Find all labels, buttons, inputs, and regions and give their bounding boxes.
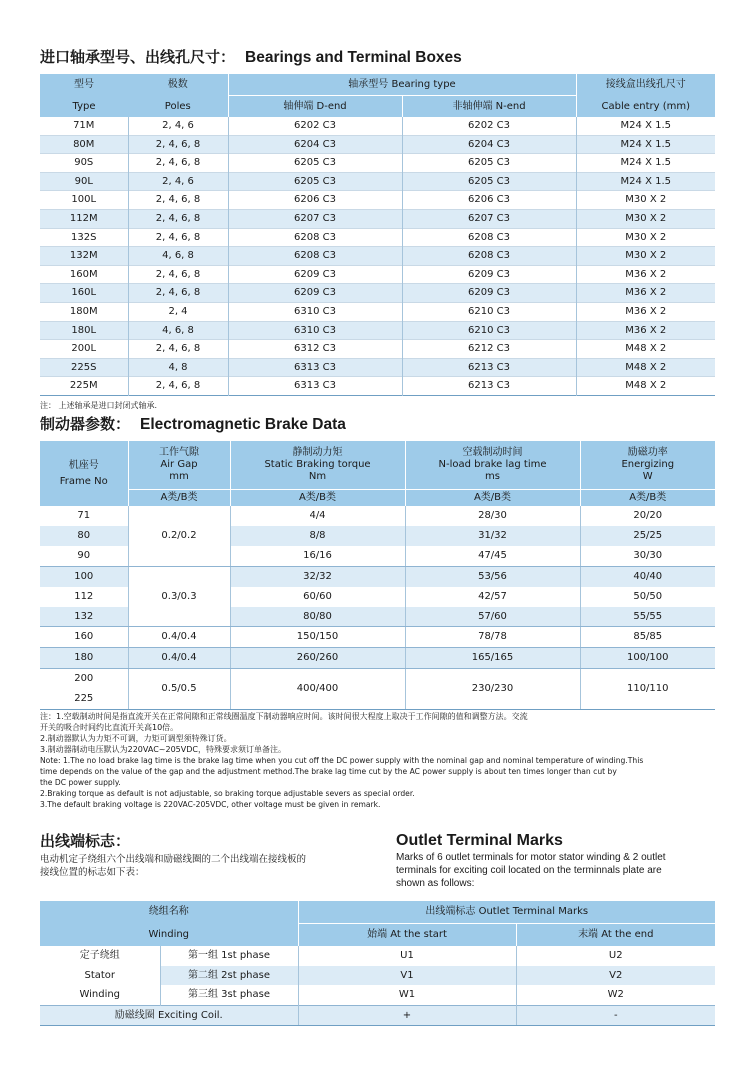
cell-poles: 2, 4, 6: [128, 117, 228, 135]
outlet-title-cn: 出线端标志：: [40, 832, 131, 850]
cell-power: 40/40: [580, 566, 715, 586]
cell-stator-label: Winding: [79, 989, 121, 1001]
cell-cable: M30 X 2: [576, 228, 715, 247]
cell-phase: 第一组 1st phase: [160, 946, 298, 966]
table-row: [40, 321, 715, 340]
col-gap-unit: mm: [169, 471, 189, 482]
cell-type: 160M: [69, 268, 98, 280]
cell-nend: 6208 C3: [402, 247, 576, 266]
cell-poles: 2, 4, 6, 8: [128, 154, 228, 173]
cell-poles: 2, 4, 6, 8: [128, 340, 228, 359]
col-end: 末端 At the end: [516, 924, 715, 947]
cell-nend: 6205 C3: [402, 154, 576, 173]
desc-line: 接线位置的标志如下表：: [40, 867, 145, 878]
cell-lag: 57/60: [405, 607, 580, 627]
cell-nend: 6206 C3: [402, 191, 576, 210]
cell-cable: M30 X 2: [576, 247, 715, 266]
note-line: 注：1.空载制动时间是指直流开关在正常间隙和正常线圈温度下制动器响应时间。该时间很大程度上取决于工作间隙的值和调整方法。交流: [40, 712, 528, 721]
cell-stator-label: Stator: [84, 969, 116, 981]
brake-title: [40, 413, 346, 434]
col-frame: [40, 441, 128, 506]
cell-poles: 2, 4, 6, 8: [128, 377, 228, 396]
cell-nend: 6210 C3: [402, 302, 576, 321]
note-line: 2.制动器默认为力矩不可调，力矩可调型须特殊订货。: [40, 734, 232, 743]
brake-title-en: Electromagnetic Brake Data: [140, 416, 346, 433]
table-row: [40, 648, 715, 669]
bearings-title-en: Bearings and Terminal Boxes: [245, 49, 462, 66]
cell-lag: 42/57: [405, 587, 580, 607]
cell-type: 112M: [40, 209, 128, 228]
cell-lag: 78/78: [405, 627, 580, 648]
cell-frame: 112: [74, 590, 94, 602]
cell-cable: M24 X 1.5: [576, 154, 715, 173]
table-row: [40, 154, 715, 173]
outlet-desc-cn: [40, 853, 306, 879]
note-line: 3.制动器制动电压默认为220VAC~205VDC，特殊要求须订单备注。: [40, 745, 286, 754]
table-row: [40, 627, 715, 648]
cell-stator-label: 定子绕组: [79, 950, 120, 961]
table-row: [40, 340, 715, 359]
cell-nend: 6209 C3: [402, 265, 576, 284]
col-lag-cn: 空载制动时间: [462, 447, 523, 458]
cell-type: 225S: [40, 358, 128, 377]
cell-frame: 132: [40, 607, 128, 627]
cell-frame: 100: [40, 566, 128, 586]
cell-gap: 0.3/0.3: [128, 566, 230, 627]
table-row: [40, 302, 715, 321]
note-line: Note: 1.The no load brake lag time is the brake lag time when you cut off the DC power supply with the nominal gap and nominal temperature of winding.This: [40, 756, 644, 765]
cell-phase: 第二组 2st phase: [160, 966, 298, 986]
table-row: [40, 117, 715, 135]
table-row: [40, 228, 715, 247]
col-torque-unit: Nm: [308, 471, 327, 482]
cell-poles: 2, 4, 6: [128, 172, 228, 191]
col-gap-cn: 工作气隙: [159, 447, 199, 458]
cell-cable: M48 X 2: [576, 377, 715, 396]
cell-type: 180M: [69, 305, 98, 317]
col-cable-en: Cable entry (mm): [576, 96, 715, 118]
cell-phase: 第三组 3st phase: [160, 985, 298, 1005]
cell-dend: 6202 C3: [228, 117, 402, 135]
cell-start: W1: [298, 985, 516, 1005]
cell-end: U2: [516, 946, 715, 966]
cell-cable: M36 X 2: [576, 265, 715, 284]
cell-torque: 260/260: [230, 648, 405, 669]
col-torque-ab: A类/B类: [230, 490, 405, 507]
cell-cable: M36 X 2: [576, 284, 715, 303]
desc-line: Marks of 6 outlet terminals for motor stator winding & 2 outlet: [396, 852, 666, 863]
col-poles-cn: 极数: [128, 74, 228, 96]
cell-frame: 90: [40, 546, 128, 566]
bearings-table: [40, 74, 715, 396]
cell-poles: 2, 4, 6, 8: [128, 135, 228, 154]
cell-cable: M30 X 2: [576, 191, 715, 210]
cell-poles: 2, 4, 6, 8: [128, 284, 228, 303]
cell-dend: 6205 C3: [228, 172, 402, 191]
col-marks: 出线端标志 Outlet Terminal Marks: [298, 901, 715, 924]
cell-type: 90S: [74, 157, 94, 169]
col-power-en: Energizing: [621, 459, 675, 470]
cell-type: 180L: [40, 321, 128, 340]
note-line: 开关的吸合时间约比直流开关高10倍。: [40, 723, 179, 732]
table-row: [40, 566, 715, 586]
cell-type: 225M: [69, 380, 98, 392]
cell-dend: 6310 C3: [228, 321, 402, 340]
cell-gap: 0.4/0.4: [128, 627, 230, 648]
cell-nend: 6213 C3: [402, 377, 576, 396]
cell-type: 132M: [40, 247, 128, 266]
cell-power: 20/20: [580, 506, 715, 526]
cell-end: V2: [516, 966, 715, 986]
cell-dend: 6204 C3: [228, 135, 402, 154]
cell-cable: M36 X 2: [576, 321, 715, 340]
cell-power: 55/55: [580, 607, 715, 627]
cell-nend: 6210 C3: [402, 321, 576, 340]
table-row: [40, 209, 715, 228]
cell-lag: 230/230: [405, 669, 580, 710]
cell-dend: 6206 C3: [228, 191, 402, 210]
cell-gap: 0.4/0.4: [128, 648, 230, 669]
bearings-title: [40, 46, 462, 67]
cell-type: 132S: [71, 231, 97, 243]
cell-cable: M24 X 1.5: [576, 172, 715, 191]
col-power: [580, 441, 715, 490]
col-frame-en: Frame No: [59, 475, 108, 487]
cell-type: 100L: [71, 194, 97, 206]
cell-cable: M24 X 1.5: [576, 117, 715, 135]
table-row: [40, 985, 715, 1005]
cell-type: 200L: [71, 343, 97, 355]
cell-poles: 4, 8: [128, 358, 228, 377]
cell-lag: 28/30: [405, 506, 580, 526]
cell-dend: 6205 C3: [228, 154, 402, 173]
cell-nend: 6209 C3: [402, 284, 576, 303]
brake-title-cn: 制动器参数：: [40, 415, 131, 433]
table-row: [40, 377, 715, 396]
cell-gap: 0.2/0.2: [128, 506, 230, 566]
cell-dend: 6312 C3: [228, 340, 402, 359]
cell-torque: 32/32: [230, 566, 405, 586]
cell-power: 50/50: [580, 587, 715, 607]
col-gap-en: Air Gap: [160, 459, 198, 470]
cell-torque: 4/4: [230, 506, 405, 526]
note-line: the DC power supply.: [40, 778, 121, 787]
table-row: [40, 247, 715, 266]
cell-nend: 6202 C3: [402, 117, 576, 135]
col-winding-en: Winding: [40, 924, 298, 947]
outlet-table-wrap: [40, 901, 715, 1026]
cell-power: 100/100: [580, 648, 715, 669]
cell-torque: 16/16: [230, 546, 405, 566]
cell-exciting-label: 励磁线圈 Exciting Coil.: [40, 1005, 298, 1026]
col-power-cn: 励磁功率: [627, 447, 668, 458]
cell-torque: 400/400: [230, 669, 405, 710]
cell-lag: 31/32: [405, 526, 580, 546]
cell-lag: 53/56: [405, 566, 580, 586]
cell-nend: 6207 C3: [402, 209, 576, 228]
cell-poles: 2, 4, 6, 8: [128, 209, 228, 228]
col-gap-ab: A类/B类: [128, 490, 230, 507]
col-torque-en: Static Braking torque: [264, 459, 371, 470]
cell-frame: 180: [40, 648, 128, 669]
cell-poles: 2, 4, 6, 8: [128, 265, 228, 284]
cell-cable: M24 X 1.5: [576, 135, 715, 154]
note-line: time depends on the value of the gap and the adjustment method.The brake lag time cut by the AC power supply is about ten times longer than cut by: [40, 767, 617, 776]
cell-dend: 6313 C3: [228, 377, 402, 396]
outlet-table: [40, 901, 715, 1026]
cell-cable: M48 X 2: [576, 340, 715, 359]
cell-torque: 60/60: [230, 587, 405, 607]
table-row: [40, 946, 715, 966]
cell-frame: 200: [74, 673, 94, 685]
cell-start: +: [298, 1005, 516, 1026]
table-row: [40, 1005, 715, 1026]
col-power-unit: W: [642, 471, 653, 482]
col-lag-en: N-load brake lag time: [438, 459, 547, 470]
cell-dend: 6310 C3: [228, 302, 402, 321]
note-line: 3.The default braking voltage is 220VAC-205VDC, other voltage must be given in remark.: [40, 800, 381, 809]
desc-line: shown as follows:: [396, 878, 475, 889]
col-type-cn: 型号: [40, 74, 128, 96]
cell-dend: 6209 C3: [228, 265, 402, 284]
cell-type: 160L: [40, 284, 128, 303]
cell-cable: M36 X 2: [576, 302, 715, 321]
cell-start: U1: [298, 946, 516, 966]
cell-dend: 6208 C3: [228, 247, 402, 266]
cell-torque: 8/8: [230, 526, 405, 546]
cell-frame: 80: [40, 526, 128, 546]
cell-cable: M30 X 2: [576, 209, 715, 228]
table-row: [40, 669, 715, 689]
cell-poles: 4, 6, 8: [128, 247, 228, 266]
bearings-title-cn: 进口轴承型号、出线孔尺寸：: [40, 48, 236, 66]
table-row: [40, 172, 715, 191]
note-line: 2.Braking torque as default is not adjustable, so braking torque adjustable severs as special order.: [40, 789, 415, 798]
desc-line: 电动机定子绕组六个出线端和励磁线圈的二个出线端在接线板的: [40, 854, 307, 865]
cell-power: 110/110: [580, 669, 715, 710]
cell-cable: M48 X 2: [576, 358, 715, 377]
cell-torque: 80/80: [230, 607, 405, 627]
cell-nend: 6213 C3: [402, 358, 576, 377]
col-start: 始端 At the start: [298, 924, 516, 947]
cell-dend: 6207 C3: [228, 209, 402, 228]
cell-poles: 4, 6, 8: [128, 321, 228, 340]
cell-frame: 160: [40, 627, 128, 648]
cell-poles: 2, 4: [128, 302, 228, 321]
brake-table: [40, 441, 715, 710]
col-lag: [405, 441, 580, 490]
cell-poles: 2, 4, 6, 8: [128, 228, 228, 247]
col-poles-en: Poles: [128, 96, 228, 118]
col-bearing-type: 轴承型号 Bearing type: [228, 74, 576, 96]
col-cable-cn: 接线盒出线孔尺寸: [576, 74, 715, 96]
col-lag-ab: A类/B类: [405, 490, 580, 507]
cell-type: 90L: [40, 172, 128, 191]
cell-power: 30/30: [580, 546, 715, 566]
col-winding-cn: 绕组名称: [40, 901, 298, 924]
cell-end: -: [516, 1005, 715, 1026]
cell-power: 85/85: [580, 627, 715, 648]
brake-table-wrap: [40, 441, 715, 710]
col-type-en: Type: [40, 96, 128, 118]
desc-line: terminals for exciting coil located on the terminnals plate are: [396, 865, 662, 876]
cell-start: V1: [298, 966, 516, 986]
col-frame-cn: 机座号: [68, 459, 99, 471]
cell-nend: 6205 C3: [402, 172, 576, 191]
col-dend: 轴伸端 D-end: [228, 96, 402, 118]
bearings-note: 注： 上述轴承是进口封闭式轴承.: [40, 400, 158, 410]
brake-notes: [40, 711, 720, 810]
cell-nend: 6208 C3: [402, 228, 576, 247]
cell-gap: 0.5/0.5: [128, 669, 230, 710]
cell-torque: 150/150: [230, 627, 405, 648]
bearings-table-wrap: [40, 74, 715, 411]
table-row: [40, 135, 715, 154]
cell-lag: 165/165: [405, 648, 580, 669]
table-row: [40, 191, 715, 210]
cell-type: 71M: [73, 120, 95, 131]
table-row: [40, 966, 715, 986]
cell-nend: 6204 C3: [402, 135, 576, 154]
table-row: [40, 358, 715, 377]
col-gap: [128, 441, 230, 490]
col-torque: [230, 441, 405, 490]
table-row: [40, 506, 715, 526]
outlet-title-en: Outlet Terminal Marks: [396, 832, 563, 849]
col-power-ab: A类/B类: [580, 490, 715, 507]
cell-dend: 6313 C3: [228, 358, 402, 377]
cell-nend: 6212 C3: [402, 340, 576, 359]
col-torque-cn: 静制动力矩: [292, 447, 343, 458]
cell-poles: 2, 4, 6, 8: [128, 191, 228, 210]
col-lag-unit: ms: [485, 471, 500, 482]
outlet-desc-en: [396, 851, 666, 890]
cell-power: 25/25: [580, 526, 715, 546]
cell-frame: 225: [40, 689, 128, 709]
cell-dend: 6208 C3: [228, 228, 402, 247]
table-row: [40, 265, 715, 284]
table-row: [40, 284, 715, 303]
cell-end: W2: [516, 985, 715, 1005]
cell-type: 80M: [40, 135, 128, 154]
cell-dend: 6209 C3: [228, 284, 402, 303]
cell-frame: 71: [77, 510, 91, 521]
cell-lag: 47/45: [405, 546, 580, 566]
col-nend: 非轴伸端 N-end: [402, 96, 576, 118]
